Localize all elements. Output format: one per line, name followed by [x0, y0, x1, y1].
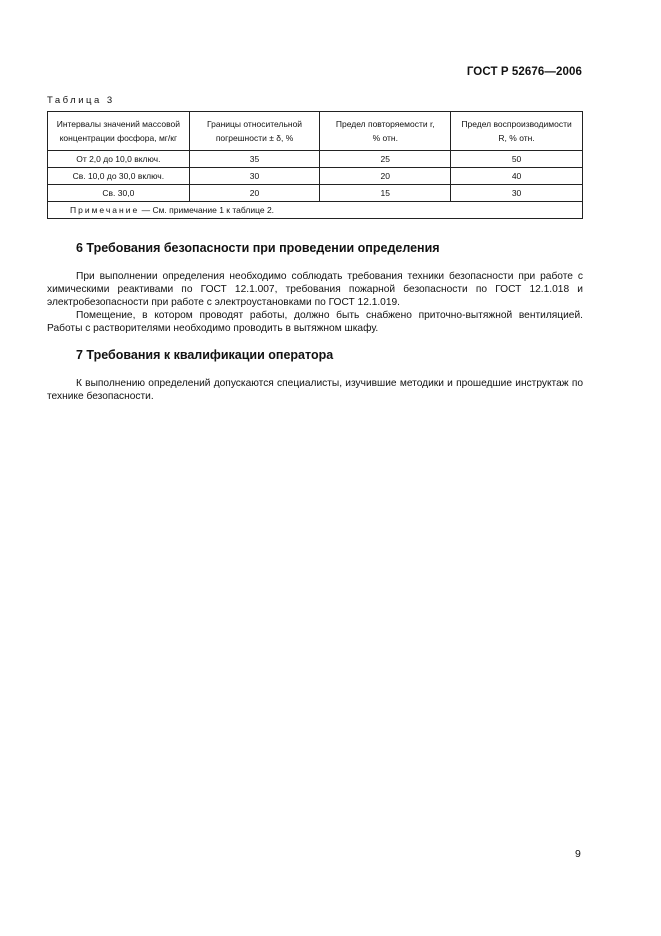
column-header-line: Границы относительной — [207, 119, 303, 129]
table-cell: 35 — [189, 151, 320, 168]
table-note-label: Примечание — [70, 205, 140, 215]
table-cell: 15 — [320, 185, 451, 202]
table-caption: Таблица 3 — [47, 95, 115, 106]
table-cell: Св. 30,0 — [48, 185, 190, 202]
paragraph: При выполнении определения необходимо соблюдать требования техники безопасности при работе с химическими реактивами по ГОСТ 12.1.007, требования пожарной безопасности по ГОСТ 12.1.018 и электробезопасности при работе с электроустановками по ГОСТ 12.1.019. — [47, 271, 583, 308]
table-cell: 25 — [320, 151, 451, 168]
column-header-reproducibility — [451, 112, 583, 151]
column-header-repeatability — [320, 112, 451, 151]
column-header-line: погрешности ± δ, % — [215, 133, 294, 143]
document-id: ГОСТ Р 52676—2006 — [466, 66, 582, 78]
column-header-line: Предел воспроизводимости — [461, 119, 572, 129]
table-row — [48, 185, 583, 202]
table-cell: 30 — [189, 168, 320, 185]
column-header-error-bounds — [189, 112, 320, 151]
table-header-row — [48, 112, 583, 151]
table-cell: 40 — [451, 168, 583, 185]
paragraph: Помещение, в котором проводят работы, должно быть снабжено приточно-вытяжной вентиляцией. Работы с растворителями необходимо проводить в вытяжном шкафу. — [47, 310, 583, 334]
column-header-line: R, % отн. — [498, 133, 535, 143]
page-number: 9 — [575, 848, 581, 860]
table-note-text: — См. примечание 1 к таблице 2. — [141, 205, 275, 215]
table-cell: От 2,0 до 10,0 включ. — [48, 151, 190, 168]
accuracy-table — [47, 111, 583, 219]
column-header-line: % отн. — [372, 133, 398, 143]
section-safety — [47, 241, 583, 335]
column-header-interval — [48, 112, 190, 151]
table-note — [48, 202, 583, 219]
table-cell: 20 — [189, 185, 320, 202]
table-row — [48, 168, 583, 185]
table-cell: 30 — [451, 185, 583, 202]
column-header-line: концентрации фосфора, мг/кг — [59, 133, 178, 143]
section-qualification — [47, 348, 583, 403]
table-row — [48, 151, 583, 168]
column-header-line: Интервалы значений массовой — [56, 119, 180, 129]
column-header-line: Предел повторяемости r, — [335, 119, 435, 129]
table-cell: Св. 10,0 до 30,0 включ. — [48, 168, 190, 185]
section-title: 6 Требования безопасности при проведении определения — [76, 241, 440, 255]
table-cell: 50 — [451, 151, 583, 168]
paragraph: К выполнению определений допускаются специалисты, изучившие методики и прошедшие инструктаж по технике безопасности. — [47, 378, 583, 402]
section-title: 7 Требования к квалификации оператора — [76, 348, 334, 362]
table-note-row — [48, 202, 583, 219]
table-cell: 20 — [320, 168, 451, 185]
